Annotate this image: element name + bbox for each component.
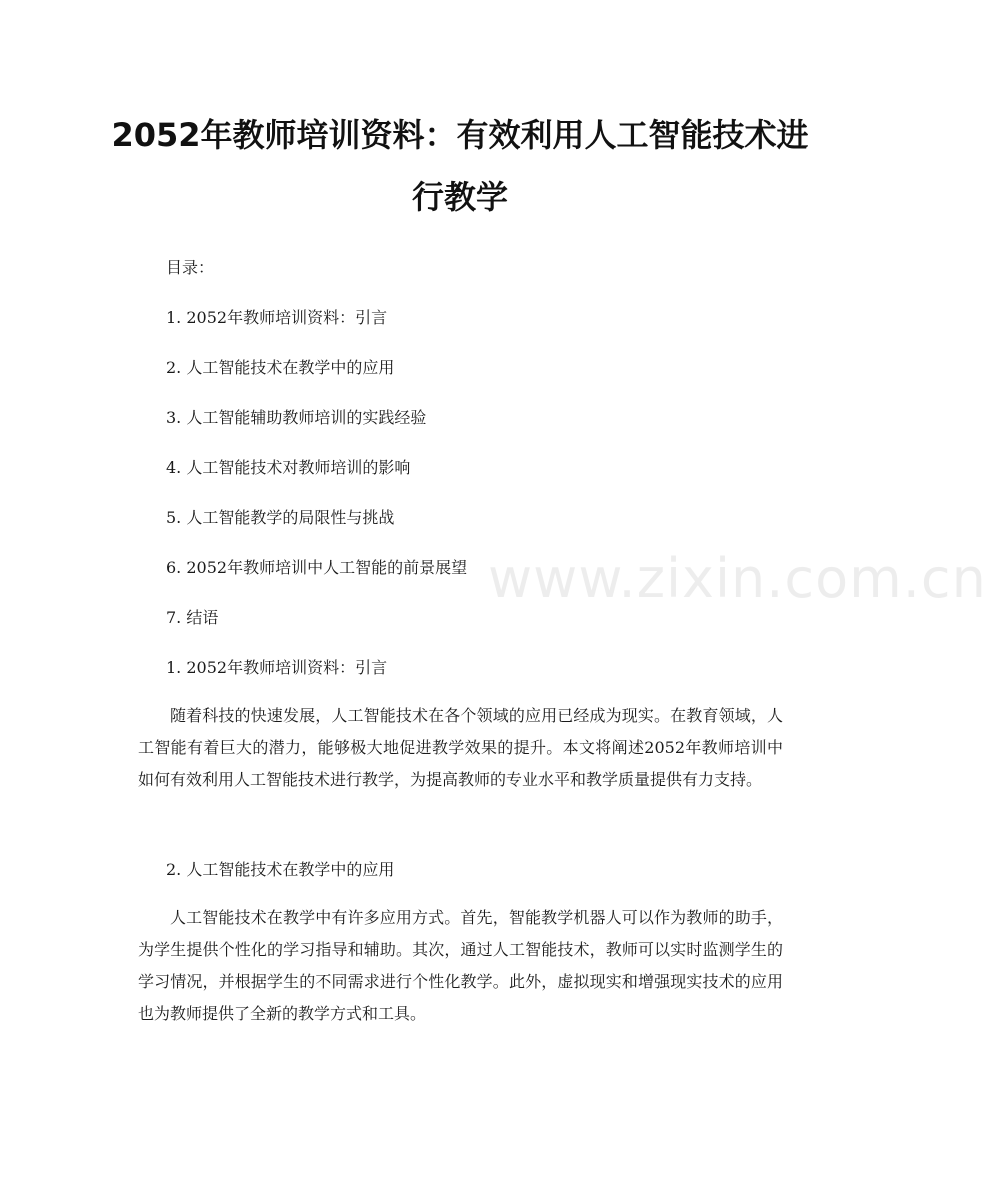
- toc-heading: 目录：: [166, 258, 215, 277]
- document-title: 2052年教师培训资料：有效利用人工智能技术进行教学: [111, 116, 809, 216]
- toc-item: 6. 2052年教师培训中人工智能的前景展望: [166, 558, 468, 577]
- section-heading: 2. 人工智能技术在教学中的应用: [166, 860, 395, 879]
- toc-item: 3. 人工智能辅助教师培训的实践经验: [166, 408, 427, 427]
- toc-item: 4. 人工智能技术对教师培训的影响: [166, 458, 411, 477]
- toc-item: 1. 2052年教师培训资料：引言: [166, 308, 388, 327]
- section-heading: 1. 2052年教师培训资料：引言: [166, 658, 388, 677]
- toc-item: 7. 结语: [166, 608, 219, 627]
- section-body: 人工智能技术在教学中有许多应用方式。首先，智能教学机器人可以作为教师的助手，为学生提供个性化的学习指导和辅助。其次，通过人工智能技术，教师可以实时监测学生的学习情况，并根据学生的不同需求进行个性化教学。此外，虚拟现实和增强现实技术的应用也为教师提供了全新的教学方式和工具。: [138, 908, 783, 1023]
- toc-item: 2. 人工智能技术在教学中的应用: [166, 358, 395, 377]
- watermark: www.zixin.com.cn: [488, 547, 987, 610]
- toc-item: 5. 人工智能教学的局限性与挑战: [166, 508, 395, 527]
- section-body: 随着科技的快速发展，人工智能技术在各个领域的应用已经成为现实。在教育领域，人工智能有着巨大的潜力，能够极大地促进教学效果的提升。本文将阐述2052年教师培训中如何有效利用人工智能技术进行教学，为提高教师的专业水平和教学质量提供有力支持。: [138, 706, 783, 789]
